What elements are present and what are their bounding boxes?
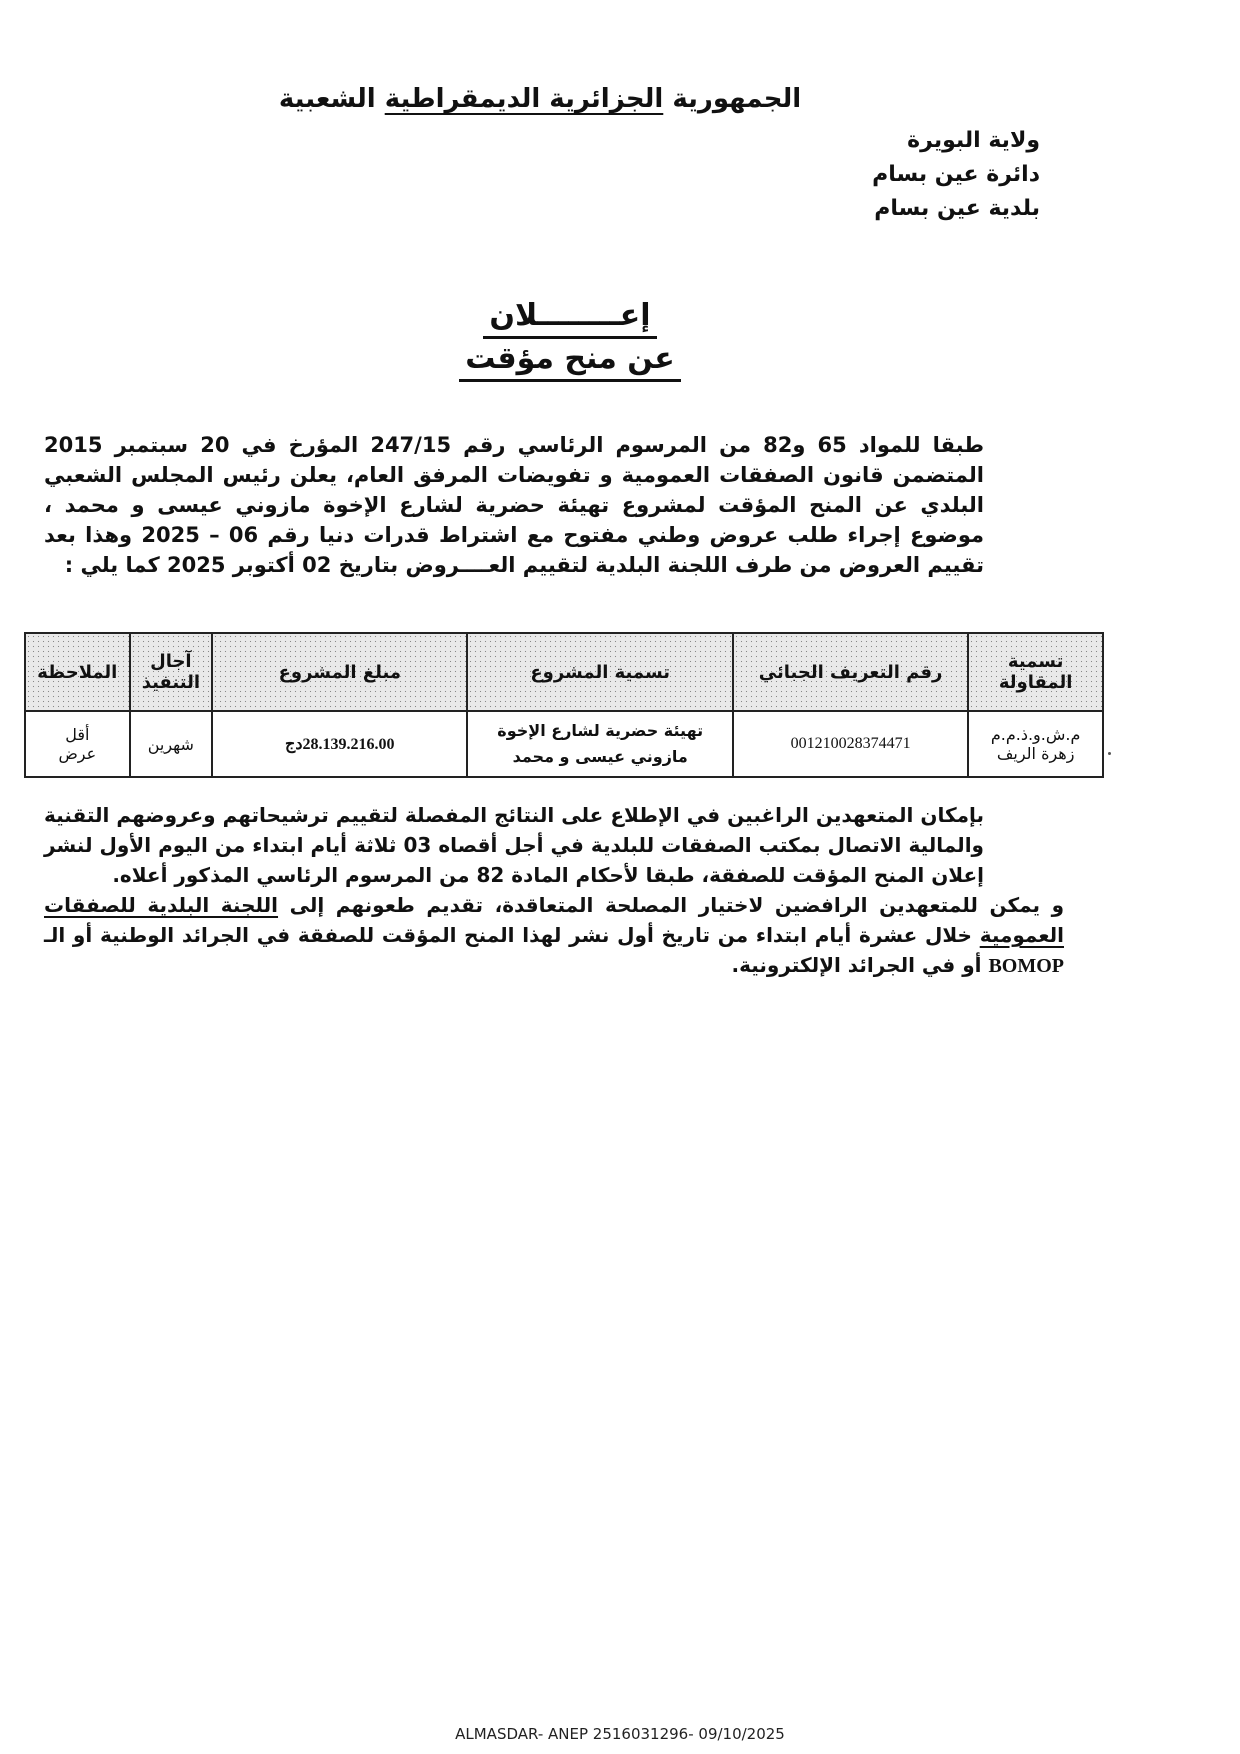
republic-adjectives: الجزائرية الديمقراطية xyxy=(384,84,664,114)
appeal-text-start: و يمكن للمتعهدين الرافضين لاختيار المصلحة المتعاقدة، تقديم طعونهم إلى xyxy=(278,893,1065,917)
republic-heading xyxy=(250,84,830,114)
appeal-text-end: أو في الجرائد الإلكترونية. xyxy=(731,953,989,977)
republic-word: الجمهورية xyxy=(672,84,802,114)
header-duration: آجال التنفيذ xyxy=(130,633,212,711)
table-header-row xyxy=(25,633,1103,711)
header-amount: مبلغ المشروع xyxy=(212,633,467,711)
header-project: تسمية المشروع xyxy=(467,633,732,711)
header-contractor: تسمية المقاولة xyxy=(968,633,1103,711)
daira-label: دائرة عين بسام xyxy=(872,162,1040,187)
header-remark: الملاحظة xyxy=(25,633,130,711)
cell-amount: 28.139.216.00دج xyxy=(212,711,467,777)
commune-label: بلدية عين بسام xyxy=(874,196,1040,221)
intro-section xyxy=(44,430,1064,580)
results-consultation-paragraph: بإمكان المتعهدين الراغبين في الإطلاع على النتائج المفصلة لتقييم ترشيحاتهم وعروضهم التقنية والمالية الاتصال بمكتب الصفقات للبلدية في أجل أقصاه 03 ثلاثة أيام ابتداء من اليوم الأول لنشر إعلان المنح المؤقت للصفقة، طبقا لأحكام المادة 82 من المرسوم الرئاسي المذكور أعلاه. xyxy=(44,803,984,887)
cell-tax-id: 001210028374471 xyxy=(733,711,968,777)
remark-line-1: أقل xyxy=(65,725,90,744)
cell-duration: شهرين xyxy=(130,711,212,777)
remark-line-2: عرض xyxy=(58,744,97,763)
wilaya-label: ولاية البويرة xyxy=(907,128,1040,153)
appeal-paragraph xyxy=(44,890,1064,981)
appeal-committee: اللجنة البلدية للصفقات العمومية xyxy=(44,893,1064,947)
project-line-2: مازوني عيسى و محمد xyxy=(512,747,688,766)
table-row xyxy=(25,711,1103,777)
administrative-header xyxy=(872,124,1040,226)
title-line-1: إعــــــــلان xyxy=(483,296,656,339)
header-tax-id: رقم التعريف الجبائي xyxy=(733,633,968,711)
scan-speck xyxy=(1108,752,1111,755)
cell-remark xyxy=(25,711,130,777)
republic-popular: الشعبية xyxy=(278,84,376,114)
footer-reference: ALMASDAR- ANEP 2516031296- 09/10/2025 xyxy=(455,1725,785,1743)
contractor-type: م.ش.و.ذ.م.م xyxy=(990,725,1081,744)
appeal-text-mid: خلال عشرة أيام ابتداء من تاريخ أول نشر لهذا المنح المؤقت للصفقة في الجرائد الوطنية أو الـ xyxy=(44,923,980,947)
title-line-2: عن منح مؤقت xyxy=(459,339,681,382)
cell-contractor xyxy=(968,711,1103,777)
provisional-award-table xyxy=(24,632,1104,778)
document-title xyxy=(420,296,720,382)
project-line-1: تهيئة حضرية لشارع الإخوة xyxy=(497,721,704,740)
outro-section xyxy=(44,800,1064,981)
contractor-name: زهرة الريف xyxy=(996,744,1075,763)
bomop-label: BOMOP xyxy=(988,955,1064,977)
cell-project xyxy=(467,711,732,777)
intro-paragraph: طبقا للمواد 65 و82 من المرسوم الرئاسي رقم 247/15 المؤرخ في 20 سبتمبر 2015 المتضمن قانون الصفقات العمومية و تفويضات المرفق العام، يعلن رئيس المجلس الشعبي البلدي عن المنح المؤقت لمشروع تهيئة حضرية لشارع الإخوة مازوني عيسى و محمد ، موضوع إجراء طلب عروض وطني مفتوح مع اشتراط قدرات دنيا رقم 06 – 2025 وهذا بعد تقييم العروض من طرف اللجنة البلدية لتقييم العــــروض بتاريخ 02 أكتوبر 2025 كما يلي : xyxy=(44,433,984,577)
